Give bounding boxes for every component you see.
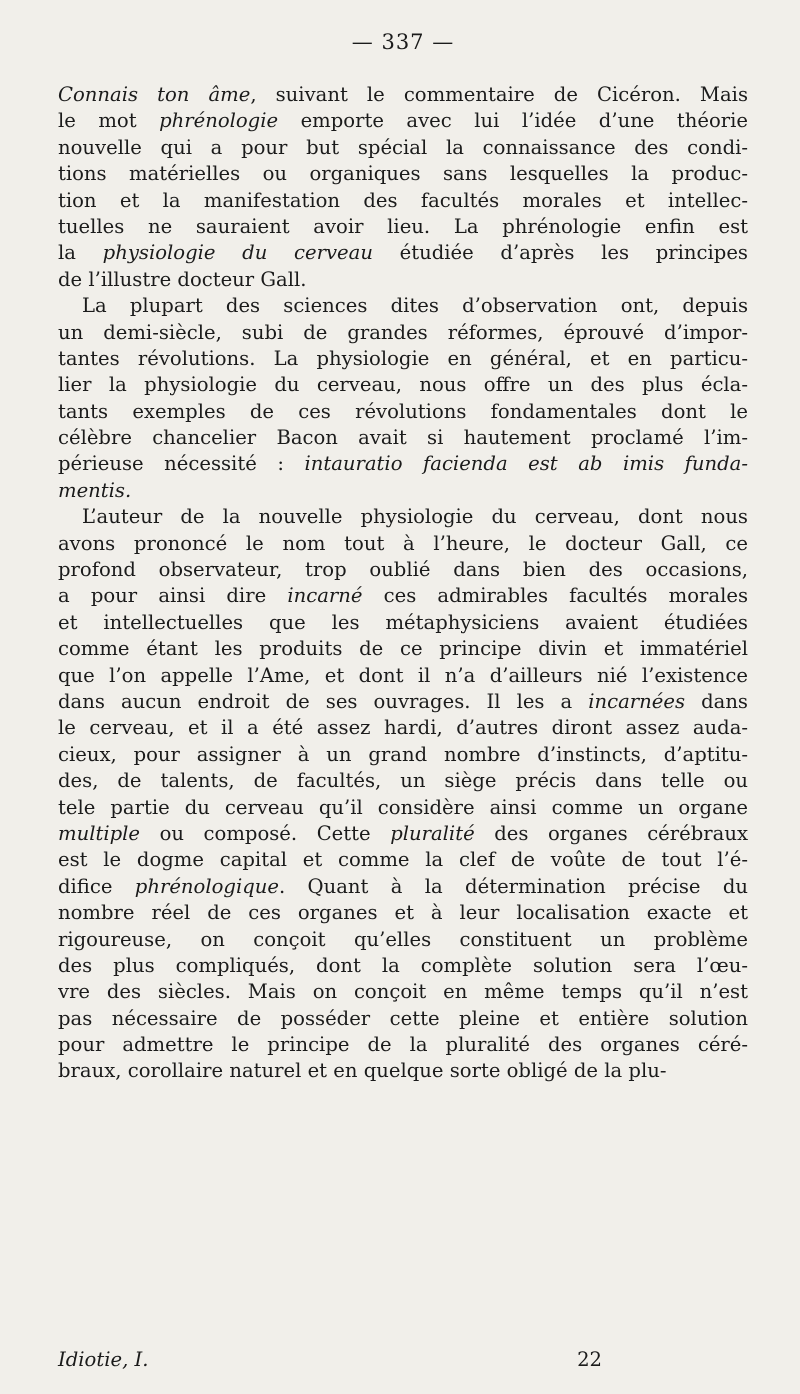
- text-line: [58, 900, 748, 926]
- italic-segment: incarné: [287, 584, 363, 608]
- text-line: [58, 108, 748, 134]
- text-segment: cieux, pour assigner à un grand nombre d’instincts, d’aptitu-: [58, 742, 748, 766]
- text-segment: pas nécessaire de posséder cette pleine et entière solution: [58, 1006, 748, 1030]
- text-segment: . Quant à la détermination précise du: [278, 874, 748, 898]
- text-line: [58, 821, 748, 847]
- text-line: [58, 135, 748, 161]
- text-line: [58, 953, 748, 979]
- text-line: [58, 795, 748, 821]
- text-line: [58, 504, 748, 530]
- text-line: [58, 1006, 748, 1032]
- text-segment: tuelles ne sauraient avoir lieu. La phrénologie enfin est: [58, 214, 748, 238]
- text-line: [58, 1058, 748, 1084]
- text-line: [58, 82, 748, 108]
- text-line: [58, 478, 748, 504]
- italic-segment: Connais ton âme: [58, 83, 251, 106]
- text-line: [58, 531, 748, 557]
- text-segment: comme étant les produits de ce principe divin et immatériel: [58, 637, 748, 661]
- text-segment: avons prononcé le nom tout à l’heure, le docteur Gall, ce: [58, 531, 748, 555]
- page-number: — 337 —: [351, 30, 455, 54]
- text-segment: dans: [685, 689, 748, 713]
- footer-signature: Idiotie, I.: [58, 1348, 149, 1371]
- text-line: [58, 161, 748, 187]
- text-line: [58, 399, 748, 425]
- text-segment: dans aucun endroit de ses ouvrages. Il les a: [58, 689, 589, 713]
- text-segment: lier la physiologie du cerveau, nous offre un des plus écla-: [58, 373, 748, 397]
- italic-segment: physiologie du cerveau: [102, 241, 373, 265]
- text-segment: ou composé. Cette: [140, 821, 391, 845]
- text-segment: tion et la manifestation des facultés morales et intellec-: [58, 188, 748, 212]
- text-segment: est le dogme capital et comme la clef de voûte de tout l’é-: [58, 848, 748, 872]
- body-text: [58, 82, 748, 1085]
- italic-segment: intauratio facienda est ab imis funda-: [304, 452, 748, 476]
- text-segment: des organes cérébraux: [474, 821, 748, 845]
- text-line: [58, 874, 748, 900]
- text-line: [58, 557, 748, 583]
- text-line: [58, 847, 748, 873]
- text-line: [58, 979, 748, 1005]
- text-segment: le cerveau, et il a été assez hardi, d’autres diront assez auda-: [58, 716, 748, 740]
- text-line: [58, 689, 748, 715]
- text-line: [58, 293, 748, 319]
- italic-segment: pluralité: [390, 821, 475, 845]
- italic-segment: mentis.: [58, 478, 132, 502]
- text-segment: et intellectuelles que les métaphysiciens avaient étudiées: [58, 610, 748, 634]
- text-line: [58, 214, 748, 240]
- text-segment: nouvelle qui a pour but spécial la connaissance des condi-: [58, 135, 748, 159]
- text-segment: un demi-siècle, subi de grandes réformes, éprouvé d’impor-: [58, 320, 748, 344]
- text-segment: étudiée d’après les principes: [372, 241, 748, 265]
- text-segment: difice: [58, 874, 135, 898]
- italic-segment: incarnées: [588, 689, 686, 713]
- text-line: [58, 715, 748, 741]
- text-segment: le mot: [58, 109, 160, 133]
- text-line: [58, 663, 748, 689]
- text-line: [58, 610, 748, 636]
- text-line: [58, 636, 748, 662]
- text-segment: célèbre chancelier Bacon avait si hautement proclamé l’im-: [58, 426, 748, 450]
- book-page: [58, 0, 748, 1394]
- text-segment: vre des siècles. Mais on conçoit en même temps qu’il n’est: [58, 980, 748, 1004]
- text-segment: tions matérielles ou organiques sans lesquelles la produc-: [58, 162, 748, 186]
- text-line: [58, 927, 748, 953]
- text-segment: périeuse nécessité :: [58, 452, 305, 476]
- text-line: [58, 372, 748, 398]
- text-segment: , suivant le commentaire de Cicéron. Mais: [250, 83, 748, 106]
- text-line: [58, 583, 748, 609]
- text-segment: ces admirables facultés morales: [362, 584, 748, 608]
- text-segment: nombre réel de ces organes et à leur localisation exacte et: [58, 901, 748, 925]
- text-segment: emporte avec lui l’idée d’une théorie: [278, 109, 748, 133]
- text-line: [58, 240, 748, 266]
- text-segment: braux, corollaire naturel et en quelque sorte obligé de la plu-: [58, 1059, 667, 1083]
- italic-segment: phrénologique: [134, 874, 279, 898]
- text-segment: La plupart des sciences dites d’observation ont, depuis: [82, 294, 748, 318]
- text-line: [58, 188, 748, 214]
- italic-segment: phrénologie: [159, 109, 279, 133]
- text-line: [58, 346, 748, 372]
- text-segment: pour admettre le principe de la pluralité des organes céré-: [58, 1033, 748, 1057]
- text-segment: des plus compliqués, dont la complète solution sera l’œu-: [58, 953, 748, 977]
- text-segment: tants exemples de ces révolutions fondamentales dont le: [58, 399, 748, 423]
- text-segment: tele partie du cerveau qu’il considère ainsi comme un organe: [58, 795, 748, 819]
- text-segment: des, de talents, de facultés, un siège précis dans telle ou: [58, 769, 748, 793]
- text-line: [58, 425, 748, 451]
- text-segment: L’auteur de la nouvelle physiologie du cerveau, dont nous: [82, 505, 748, 529]
- text-line: [58, 1032, 748, 1058]
- text-segment: a pour ainsi dire: [58, 584, 288, 608]
- sheet-number: 22: [577, 1348, 602, 1371]
- text-segment: rigoureuse, on conçoit qu’elles constituent un problème: [58, 927, 748, 951]
- text-segment: que l’on appelle l’Ame, et dont il n’a d’ailleurs nié l’existence: [58, 663, 748, 687]
- text-segment: profond observateur, trop oublié dans bien des occasions,: [58, 558, 748, 582]
- text-line: [58, 320, 748, 346]
- text-line: [58, 267, 748, 293]
- text-segment: tantes révolutions. La physiologie en général, et en particu-: [58, 346, 748, 370]
- text-line: [58, 768, 748, 794]
- italic-segment: multiple: [58, 821, 141, 845]
- text-line: [58, 451, 748, 477]
- text-line: [58, 742, 748, 768]
- text-segment: la: [58, 241, 103, 265]
- text-segment: de l’illustre docteur Gall.: [58, 267, 307, 291]
